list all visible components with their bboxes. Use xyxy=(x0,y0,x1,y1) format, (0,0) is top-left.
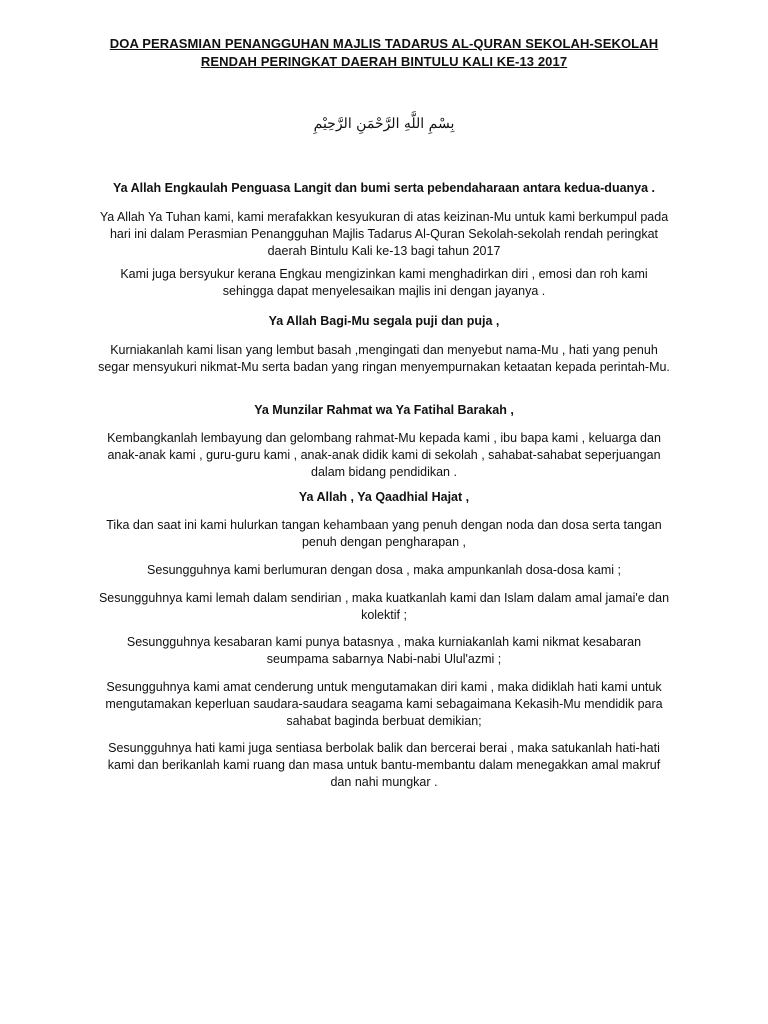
paragraph-3: Kurniakanlah kami lisan yang lembut basah ,mengingati dan menyebut nama-Mu , hati yang penuh segar mensyukuri nikmat-Mu serta badan yang ringan menyempurnakan ketaatan kepada perintah-Mu. xyxy=(98,343,670,374)
bismillah-text: بِسْمِ اللَّهِ الرَّحْمَنِ الرَّحِيْمِ xyxy=(313,116,455,132)
heading-2: Ya Allah Bagi-Mu segala puji dan puja , xyxy=(268,314,500,328)
paragraph-4: Kembangkanlah lembayung dan gelombang rahmat-Mu kepada kami , ibu bapa kami , keluarga dan anak-anak kami , guru-guru kami , anak-anak didik kami di sekolah , sahabat-sahabat seperjuangan dalam bidang pendidikan . xyxy=(107,431,661,479)
paragraph-6: Sesungguhnya kami berlumuran dengan dosa , maka ampunkanlah dosa-dosa kami ; xyxy=(147,563,621,577)
paragraph-10: Sesungguhnya hati kami juga sentiasa berbolak balik dan bercerai berai , maka satukanlah hati-hati kami dan berikanlah kami ruang dan masa untuk bantu-membantu dalam menegakkan amal makruf dan nahi mungkar . xyxy=(107,741,661,789)
paragraph-8: Sesungguhnya kesabaran kami punya batasnya , maka kurniakanlah kami nikmat kesabaran seumpama sabarnya Nabi-nabi Ulul'azmi ; xyxy=(126,635,642,666)
heading-3: Ya Munzilar Rahmat wa Ya Fatihal Barakah , xyxy=(254,403,514,417)
paragraph-2: Kami juga bersyukur kerana Engkau mengizinkan kami menghadirkan diri , emosi dan roh kami sehingga dapat menyelesaikan majlis ini dengan jayanya . xyxy=(120,267,648,298)
heading-4: Ya Allah , Ya Qaadhial Hajat , xyxy=(298,490,470,504)
document-title: DOA PERASMIAN PENANGGUHAN MAJLIS TADARUS AL-QURAN SEKOLAH-SEKOLAH RENDAH PERINGKAT DAERAH BINTULU KALI KE-13 2017 xyxy=(109,36,659,69)
paragraph-9: Sesungguhnya kami amat cenderung untuk mengutamakan diri kami , maka didiklah hati kami untuk mengutamakan keperluan saudara-saudara seagama kami sebagaimana Kekasih-Mu mendidik para sahabat baginda berbuat demikian; xyxy=(105,680,663,728)
paragraph-1: Ya Allah Ya Tuhan kami, kami merafakkan kesyukuran di atas keizinan-Mu untuk kami berkumpul pada hari ini dalam Perasmian Penangguhan Majlis Tadarus Al-Quran Sekolah-sekolah rendah peringkat daerah Bintulu Kali ke-13 bagi tahun 2017 xyxy=(99,210,669,258)
paragraph-5: Tika dan saat ini kami hulurkan tangan kehambaan yang penuh dengan noda dan dosa serta tangan penuh dengan pengharapan , xyxy=(106,518,662,549)
heading-1: Ya Allah Engkaulah Penguasa Langit dan bumi serta pebendaharaan antara kedua-duanya . xyxy=(112,181,656,195)
paragraph-7: Sesungguhnya kami lemah dalam sendirian , maka kuatkanlah kami dan Islam dalam amal jamai'e dan kolektif ; xyxy=(98,591,670,622)
